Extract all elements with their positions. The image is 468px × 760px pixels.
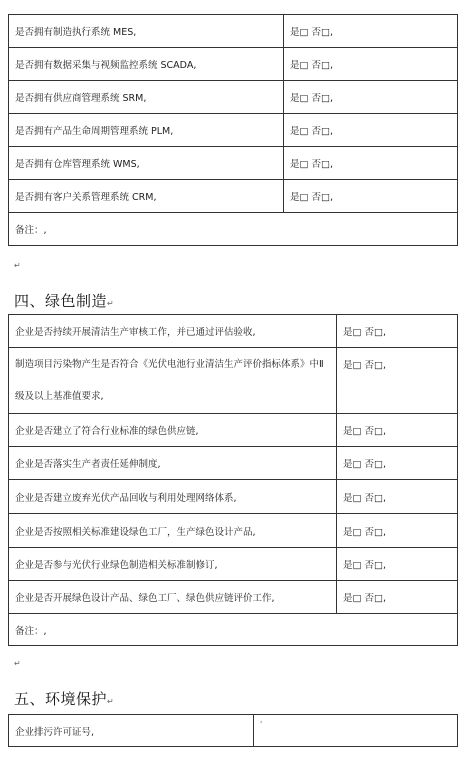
paragraph-mark: ↵	[14, 261, 21, 270]
question-cell: 企业是否按照相关标准建设绿色工厂，生产绿色设计产品,	[9, 514, 337, 548]
table-row	[9, 548, 458, 581]
table-row	[9, 315, 458, 348]
remark-row	[9, 213, 458, 246]
question-cell: 企业是否建立了符合行业标准的绿色供应链,	[9, 414, 337, 447]
table-row	[9, 180, 458, 213]
section4-table	[8, 314, 458, 646]
yes-no-checkbox[interactable]: 是□ 否□,	[337, 581, 458, 614]
question-cell: 企业是否建立废弃光伏产品回收与利用处理网络体系,	[9, 480, 337, 514]
question-cell: 是否拥有制造执行系统 MES,	[9, 15, 284, 48]
question-cell: 是否拥有产品生命周期管理系统 PLM,	[9, 114, 284, 147]
table-row	[9, 581, 458, 614]
yes-no-checkbox[interactable]: 是□ 否□,	[284, 180, 458, 213]
yes-no-checkbox[interactable]: 是□ 否□,	[337, 348, 458, 414]
yes-no-checkbox[interactable]: 是□ 否□,	[284, 15, 458, 48]
yes-no-checkbox[interactable]: 是□ 否□,	[337, 548, 458, 581]
table-row	[9, 147, 458, 180]
table-row	[9, 715, 458, 747]
question-cell: 制造项目污染物产生是否符合《光伏电池行业清洁生产评价指标体系》中Ⅱ级及以上基准值要求,	[9, 348, 337, 414]
yes-no-checkbox[interactable]: 是□ 否□,	[337, 315, 458, 348]
table-row	[9, 48, 458, 81]
question-cell: 是否拥有供应商管理系统 SRM,	[9, 81, 284, 114]
section5-heading: 五、环境保护↵	[14, 690, 115, 708]
table-row	[9, 480, 458, 514]
question-cell: 企业是否落实生产者责任延伸制度,	[9, 447, 337, 480]
yes-no-checkbox[interactable]: 是□ 否□,	[284, 81, 458, 114]
question-cell: 企业是否参与光伏行业绿色制造相关标准制修订,	[9, 548, 337, 581]
yes-no-checkbox[interactable]: 是□ 否□,	[284, 147, 458, 180]
section5-table	[8, 714, 458, 747]
table-row	[9, 514, 458, 548]
question-cell: 是否拥有仓库管理系统 WMS,	[9, 147, 284, 180]
question-cell: 企业是否持续开展清洁生产审核工作，并已通过评估验收,	[9, 315, 337, 348]
yes-no-checkbox[interactable]: 是□ 否□,	[284, 48, 458, 81]
table-row	[9, 414, 458, 447]
question-cell: 企业是否开展绿色设计产品、绿色工厂、绿色供应链评价工作,	[9, 581, 337, 614]
table-row	[9, 114, 458, 147]
yes-no-checkbox[interactable]: 是□ 否□,	[284, 114, 458, 147]
remark-field[interactable]: 备注：,	[9, 614, 458, 646]
section3-table	[8, 14, 458, 246]
yes-no-checkbox[interactable]: 是□ 否□,	[337, 414, 458, 447]
permit-number-field[interactable]: '	[254, 715, 458, 747]
section4-heading: 四、绿色制造↵	[14, 292, 115, 310]
table-row	[9, 15, 458, 48]
table-row	[9, 81, 458, 114]
remark-field[interactable]: 备注：,	[9, 213, 458, 246]
question-cell: 是否拥有客户关系管理系统 CRM,	[9, 180, 284, 213]
paragraph-mark: ↵	[14, 659, 21, 668]
yes-no-checkbox[interactable]: 是□ 否□,	[337, 447, 458, 480]
remark-row	[9, 614, 458, 646]
table-row	[9, 348, 458, 414]
question-cell: 是否拥有数据采集与视频监控系统 SCADA,	[9, 48, 284, 81]
yes-no-checkbox[interactable]: 是□ 否□,	[337, 514, 458, 548]
table-row	[9, 447, 458, 480]
question-cell: 企业排污许可证号,	[9, 715, 254, 747]
yes-no-checkbox[interactable]: 是□ 否□,	[337, 480, 458, 514]
